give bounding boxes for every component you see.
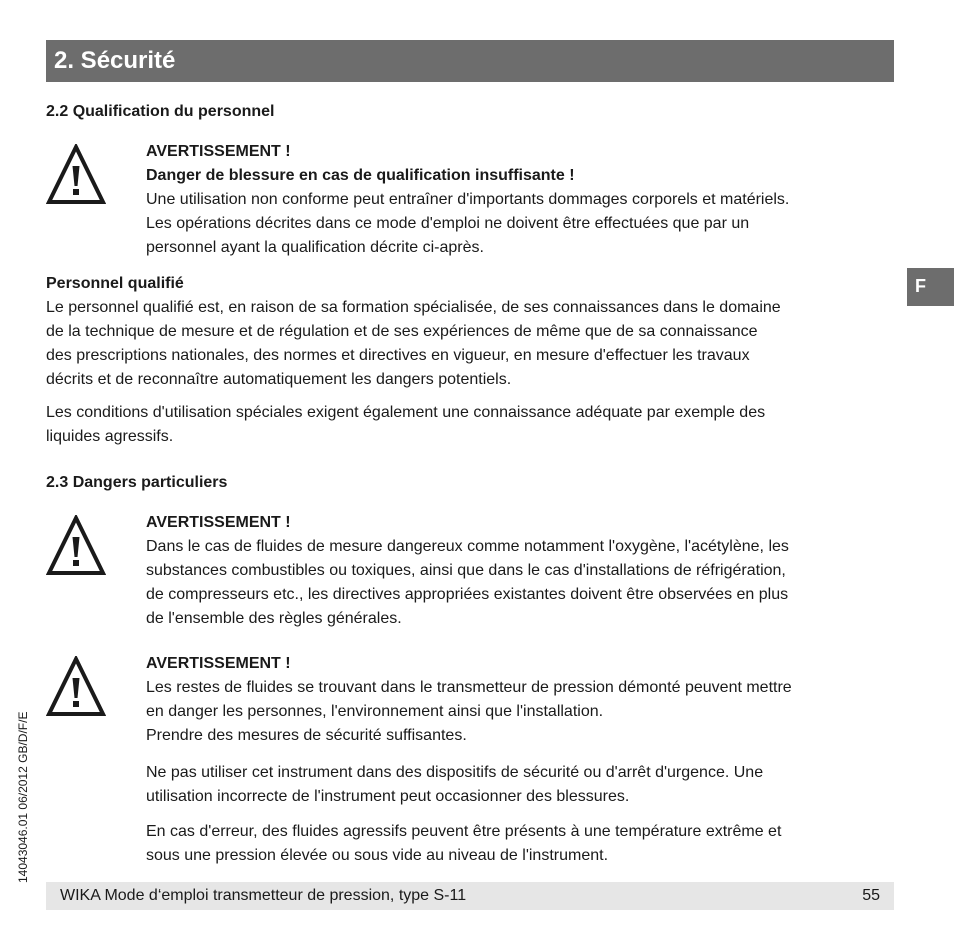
qualified-personnel-heading: Personnel qualifié (46, 275, 184, 292)
paragraph-line: de la technique de mesure et de régulation et de ses expériences de même que de sa connaissance (46, 323, 758, 340)
emergency-stop-paragraph (146, 761, 896, 809)
warning-text-line: en danger les personnes, l'environnement ainsi que l'installation. (146, 703, 604, 720)
warning-triangle-icon (46, 144, 106, 206)
warning-label: AVERTISSEMENT ! (146, 514, 291, 531)
paragraph-line: Ne pas utiliser cet instrument dans des dispositifs de sécurité ou d'arrêt d'urgence. Une (146, 764, 764, 781)
paragraph-line: En cas d'erreur, des fluides agressifs peuvent être présents à une température extrême et (146, 823, 782, 840)
language-tab (907, 268, 954, 306)
warning-residual-fluids (146, 652, 896, 748)
warning-text-line: Les opérations décrites dans ce mode d'emploi ne doivent être effectuées que par un (146, 215, 750, 232)
warning-label: AVERTISSEMENT ! (146, 655, 291, 672)
warning-text-line: substances combustibles ou toxiques, ainsi que dans le cas d'installations de réfrigération, (146, 562, 786, 579)
document-code: 14043046.01 06/2012 GB/D/F/E (16, 711, 30, 883)
warning-text-line: Dans le cas de fluides de mesure dangereux comme notamment l'oxygène, l'acétylène, les (146, 538, 789, 555)
conditions-paragraph (46, 401, 896, 449)
warning-qualification (146, 140, 896, 260)
warning-triangle-icon (46, 656, 106, 718)
error-case-paragraph (146, 820, 896, 868)
warning-triangle-icon (46, 515, 106, 577)
warning-text-line: de compresseurs etc., les directives appropriées existantes doivent être observées en plus (146, 586, 789, 603)
paragraph-line: utilisation incorrecte de l'instrument peut occasionner des blessures. (146, 788, 630, 805)
warning-text-line: personnel ayant la qualification décrite ci-après. (146, 239, 484, 256)
warning-dangerous-fluids (146, 511, 896, 631)
heading-2-3: 2.3 Dangers particuliers (46, 474, 228, 491)
warning-text-line: Les restes de fluides se trouvant dans le transmetteur de pression démonté peuvent mettre (146, 679, 792, 696)
paragraph-line: Les conditions d'utilisation spéciales exigent également une connaissance adéquate par exemple des (46, 404, 766, 421)
language-tab-label: F (915, 276, 926, 296)
warning-label: AVERTISSEMENT ! (146, 143, 291, 160)
paragraph-line: liquides agressifs. (46, 428, 174, 445)
paragraph-line: décrits et de reconnaître automatiquement les dangers potentiels. (46, 371, 512, 388)
warning-subtitle: Danger de blessure en cas de qualification insuffisante ! (146, 167, 575, 184)
warning-text-line: de l'ensemble des règles générales. (146, 610, 402, 627)
paragraph-line: des prescriptions nationales, des normes et directives en vigueur, en mesure d'effectuer les travaux (46, 347, 750, 364)
footer-bar (46, 882, 894, 910)
paragraph-line: sous une pression élevée ou sous vide au niveau de l'instrument. (146, 847, 609, 864)
section-title: 2. Sécurité (54, 47, 176, 74)
page-number: 55 (862, 887, 880, 904)
heading-2-2: 2.2 Qualification du personnel (46, 103, 275, 120)
section-header-bar (46, 40, 894, 82)
footer-title: WIKA Mode d‘emploi transmetteur de pression, type S-11 (60, 887, 467, 904)
paragraph-line: Le personnel qualifié est, en raison de sa formation spécialisée, de ses connaissances dans le domaine (46, 299, 781, 316)
warning-text-line: Prendre des mesures de sécurité suffisantes. (146, 727, 467, 744)
qualified-personnel-section (46, 272, 896, 392)
warning-text-line: Une utilisation non conforme peut entraîner d'importants dommages corporels et matériels. (146, 191, 790, 208)
